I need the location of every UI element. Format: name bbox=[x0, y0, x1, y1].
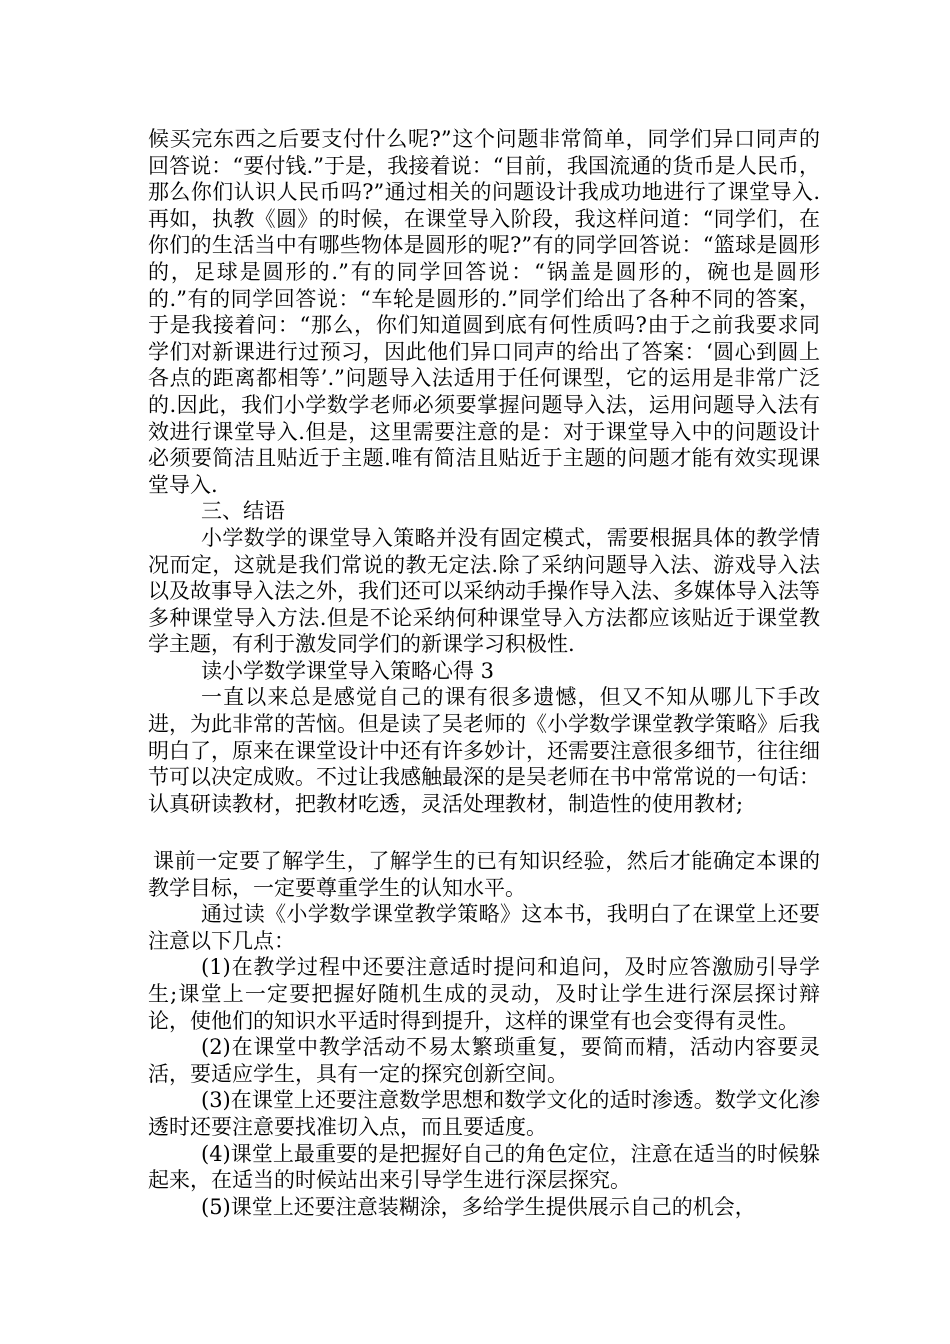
paragraph-know-students: 课前一定要了解学生，了解学生的已有知识经验，然后才能确定本课的教学目标，一定要尊重学生的认知水平。 bbox=[148, 849, 820, 900]
paragraph-question-introduction: 候买完东西之后要支付什么呢?”这个问题非常简单，同学们异口同声的回答说：“要付钱.”于是，我接着说：“目前，我国流通的货币是人民币，那么你们认识人民币吗?”通过相关的问题设计我成功地进行了课堂导入.再如，执教《圆》的时候，在课堂导入阶段，我这样问道：“同学们，在你们的生活当中有哪些物体是圆形的呢?”有的同学回答说：“篮球是圆形的，足球是圆形的.”有的同学回答说：“锅盖是圆形的，碗也是圆形的.”有的同学回答说：“车轮是圆形的.”同学们给出了各种不同的答案，于是我接着问：“那么，你们知道圆到底有何性质吗?由于之前我要求同学们对新课进行过预习，因此他们异口同声的给出了答案：‘圆心到圆上各点的距离都相等’.”问题导入法适用于任何课型，它的运用是非常广泛的.因此，我们小学数学老师必须要掌握问题导入法，运用问题导入法有效进行课堂导入.但是，这里需要注意的是：对于课堂导入中的问题设计必须要简洁且贴近于主题.唯有简洁且贴近于主题的问题才能有效实现课堂导入. bbox=[148, 127, 820, 497]
paragraph-conclusion: 小学数学的课堂导入策略并没有固定模式，需要根据具体的教学情况而定，这就是我们常说的教无定法.除了采纳问题导入法、游戏导入法以及故事导入法之外，我们还可以采纳动手操作导入法、多媒体导入法等多种课堂导入方法.但是不论采纳何种课堂导入方法都应该贴近于课堂教学主题，有利于激发同学们的新课学习积极性. bbox=[148, 525, 820, 657]
list-item-point-1: (1)在教学过程中还要注意适时提问和追问，及时应答激励引导学生;课堂上一定要把握好随机生成的灵动，及时让学生进行深层探讨辩论，使他们的知识水平适时得到提升，这样的课堂有也会变得有灵性。 bbox=[148, 955, 820, 1033]
list-item-point-2: (2)在课堂中教学活动不易太繁琐重复，要简而精，活动内容要灵活，要适应学生，具有一定的探究创新空间。 bbox=[148, 1035, 820, 1086]
body-text-part-1 bbox=[148, 126, 820, 817]
paragraph-lesson-intro: 通过读《小学数学课堂教学策略》这本书，我明白了在课堂上还要注意以下几点： bbox=[148, 902, 820, 953]
section-heading-conclusion: 三、结语 bbox=[201, 499, 285, 524]
list-item-point-4: (4)课堂上最重要的是把握好自己的角色定位，注意在适当的时候躲起来，在适当的时候站出来引导学生进行深层探究。 bbox=[148, 1141, 820, 1193]
list-item-point-5: (5)课堂上还要注意装糊涂，多给学生提供展示自己的机会， bbox=[201, 1194, 756, 1219]
essay-title: 读小学数学课堂导入策略心得 3 bbox=[201, 658, 495, 683]
paragraph-essay-intro: 一直以来总是感觉自己的课有很多遗憾，但又不知从哪儿下手改进，为此非常的苦恼。但是读了吴老师的《小学数学课堂教学策略》后我明白了，原来在课堂设计中还有许多妙计，还需要注意很多细节，往往细节可以决定成败。不过让我感触最深的是吴老师在书中常常说的一句话：认真研读教材，把教材吃透，灵活处理教材，制造性的使用教材; bbox=[148, 685, 820, 816]
body-text-part-2 bbox=[148, 848, 820, 1220]
list-item-point-3: (3)在课堂上还要注意数学思想和数学文化的适时渗透。数学文化渗透时还要注意要找准切入点，而且要适度。 bbox=[148, 1088, 820, 1139]
